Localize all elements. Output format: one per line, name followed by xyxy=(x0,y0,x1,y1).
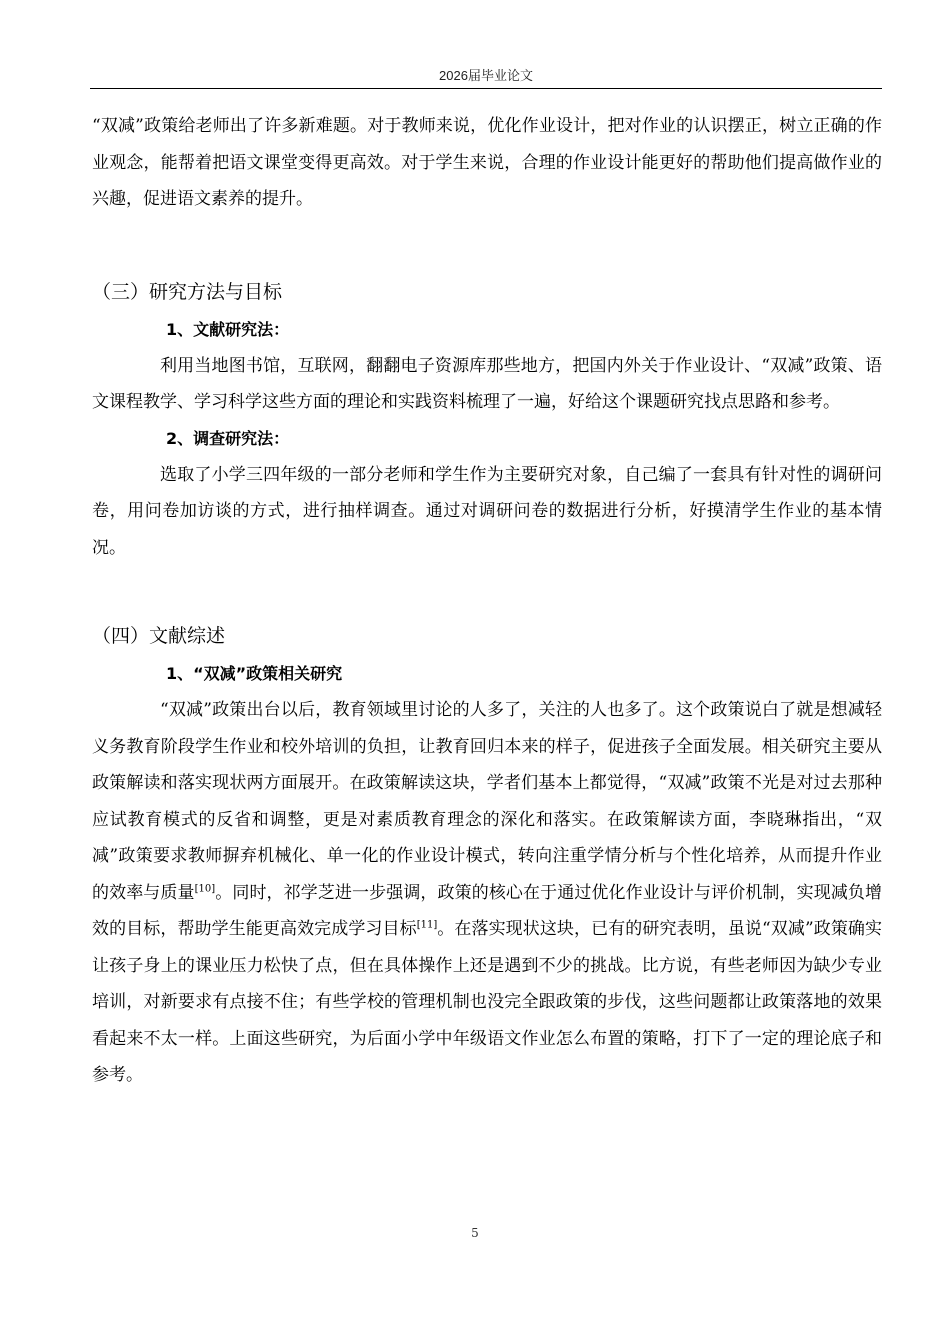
double-reduction-research-paragraph xyxy=(92,692,882,1094)
citation: [10] xyxy=(194,882,216,894)
spacer xyxy=(92,566,882,616)
section-heading-literature-review: （四）文献综述 xyxy=(92,625,226,647)
paragraph-text: 。在落实现状这块，已有的研究表明，虽说“双减”政策确实让孩子身上的课业压力松快了点，但在具体操作上还是遇到不少的挑战。比方说，有些老师因为缺少专业培训，对新要求有点接不住；有些学校的管理机制也没完全跟政策的步伐，这些问题都让政策落地的效果看起来不太一样。上面这些研究，为后面小学中年级语文作业怎么布置的策略，打下了一定的理论底子和参考。 xyxy=(92,919,882,1085)
spacer xyxy=(92,218,882,272)
page-number: 5 xyxy=(471,1226,479,1240)
intro-paragraph: “双减”政策给老师出了许多新难题。对于教师来说，优化作业设计，把对作业的认识摆正，树立正确的作业观念，能帮着把语文课堂变得更高效。对于学生来说，合理的作业设计能更好的帮助他们提高做作业的兴趣，促进语文素养的提升。 xyxy=(92,116,882,209)
paragraph-text: “双减”政策出台以后，教育领域里讨论的人多了，关注的人也多了。这个政策说白了就是想减轻义务教育阶段学生作业和校外培训的负担，让教育回归本来的样子，促进孩子全面发展。相关研究主要从政策解读和落实现状两方面展开。在政策解读这块，学者们基本上都觉得，“双减”政策不光是对过去那种应试教育模式的反省和调整，更是对素质教育理念的深化和落实。在政策解读方面，李晓琳指出，“双减”政策要求教师摒弃机械化、单一化的作业设计模式，转向注重学情分析与个性化培养，从而提升作业的效率与质量 xyxy=(92,700,882,903)
subheading-literature-method: 1、文献研究法： xyxy=(166,319,290,339)
subheading-double-reduction-research: 1、“双减”政策相关研究 xyxy=(166,664,343,683)
survey-method-paragraph: 选取了小学三四年级的一部分老师和学生作为主要研究对象，自己编了一套具有针对性的调研问卷，用问卷加访谈的方式，进行抽样调查。通过对调研问卷的数据进行分析，好摸清学生作业的基本情况。 xyxy=(92,464,882,558)
subheading-survey-method: 2、调查研究法： xyxy=(166,428,290,448)
citation: [11] xyxy=(416,919,438,931)
paragraph-text: 。同时，祁学芝进一步强调，政策的核心在于通过优化作业设计与评价机制，实现减负增效的目标，帮助学生能更高效完成学习目标 xyxy=(92,882,883,939)
section-heading-methods: （三）研究方法与目标 xyxy=(92,280,283,303)
header-divider xyxy=(90,88,882,89)
page-body xyxy=(92,108,882,1094)
page-header: 2026届毕业论文 xyxy=(439,68,533,83)
literature-method-paragraph: 利用当地图书馆，互联网，翻翻电子资源库那些地方，把国内外关于作业设计、“双减”政策、语文课程教学、学习科学这些方面的理论和实践资料梳理了一遍，好给这个课题研究找点思路和参考。 xyxy=(92,355,882,412)
